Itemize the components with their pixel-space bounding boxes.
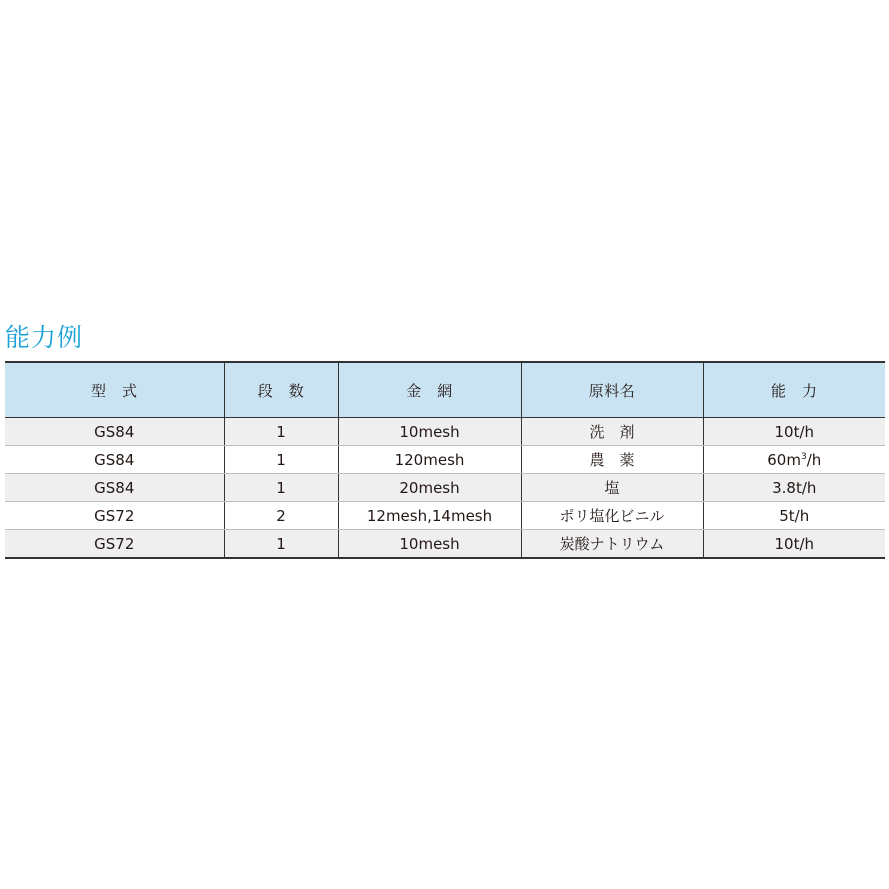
cell-capacity: 10t/h [703, 530, 885, 559]
cell-model: GS72 [5, 530, 224, 559]
header-model: 型 式 [5, 362, 224, 418]
cell-mesh: 10mesh [338, 418, 521, 446]
table-row [5, 418, 885, 446]
cell-material: 炭酸ナトリウム [521, 530, 703, 559]
cell-mesh: 120mesh [338, 446, 521, 474]
cell-capacity: 10t/h [703, 418, 885, 446]
cell-model: GS84 [5, 418, 224, 446]
cell-mesh: 12mesh,14mesh [338, 502, 521, 530]
capacity-superscript: 3 [800, 451, 807, 462]
cell-capacity [703, 446, 885, 474]
table-row [5, 446, 885, 474]
cell-material: 洗 剤 [521, 418, 703, 446]
cell-model: GS84 [5, 474, 224, 502]
cell-stages: 2 [224, 502, 338, 530]
capacity-value: 60m [767, 450, 801, 469]
table-row [5, 530, 885, 559]
cell-capacity: 3.8t/h [703, 474, 885, 502]
section-title: 能力例 [5, 323, 84, 352]
cell-model: GS72 [5, 502, 224, 530]
capacity-unit: /h [806, 450, 822, 469]
header-stages: 段 数 [224, 362, 338, 418]
cell-stages: 1 [224, 418, 338, 446]
header-mesh: 金 網 [338, 362, 521, 418]
cell-mesh: 10mesh [338, 530, 521, 559]
cell-model: GS84 [5, 446, 224, 474]
cell-capacity: 5t/h [703, 502, 885, 530]
capacity-table [5, 361, 885, 559]
table-header-row [5, 362, 885, 418]
cell-material: 農 薬 [521, 446, 703, 474]
header-material: 原料名 [521, 362, 703, 418]
table-row [5, 474, 885, 502]
cell-stages: 1 [224, 446, 338, 474]
header-capacity: 能 力 [703, 362, 885, 418]
table-row [5, 502, 885, 530]
cell-stages: 1 [224, 474, 338, 502]
cell-material: 塩 [521, 474, 703, 502]
cell-material: ポリ塩化ビニル [521, 502, 703, 530]
cell-mesh: 20mesh [338, 474, 521, 502]
cell-stages: 1 [224, 530, 338, 559]
